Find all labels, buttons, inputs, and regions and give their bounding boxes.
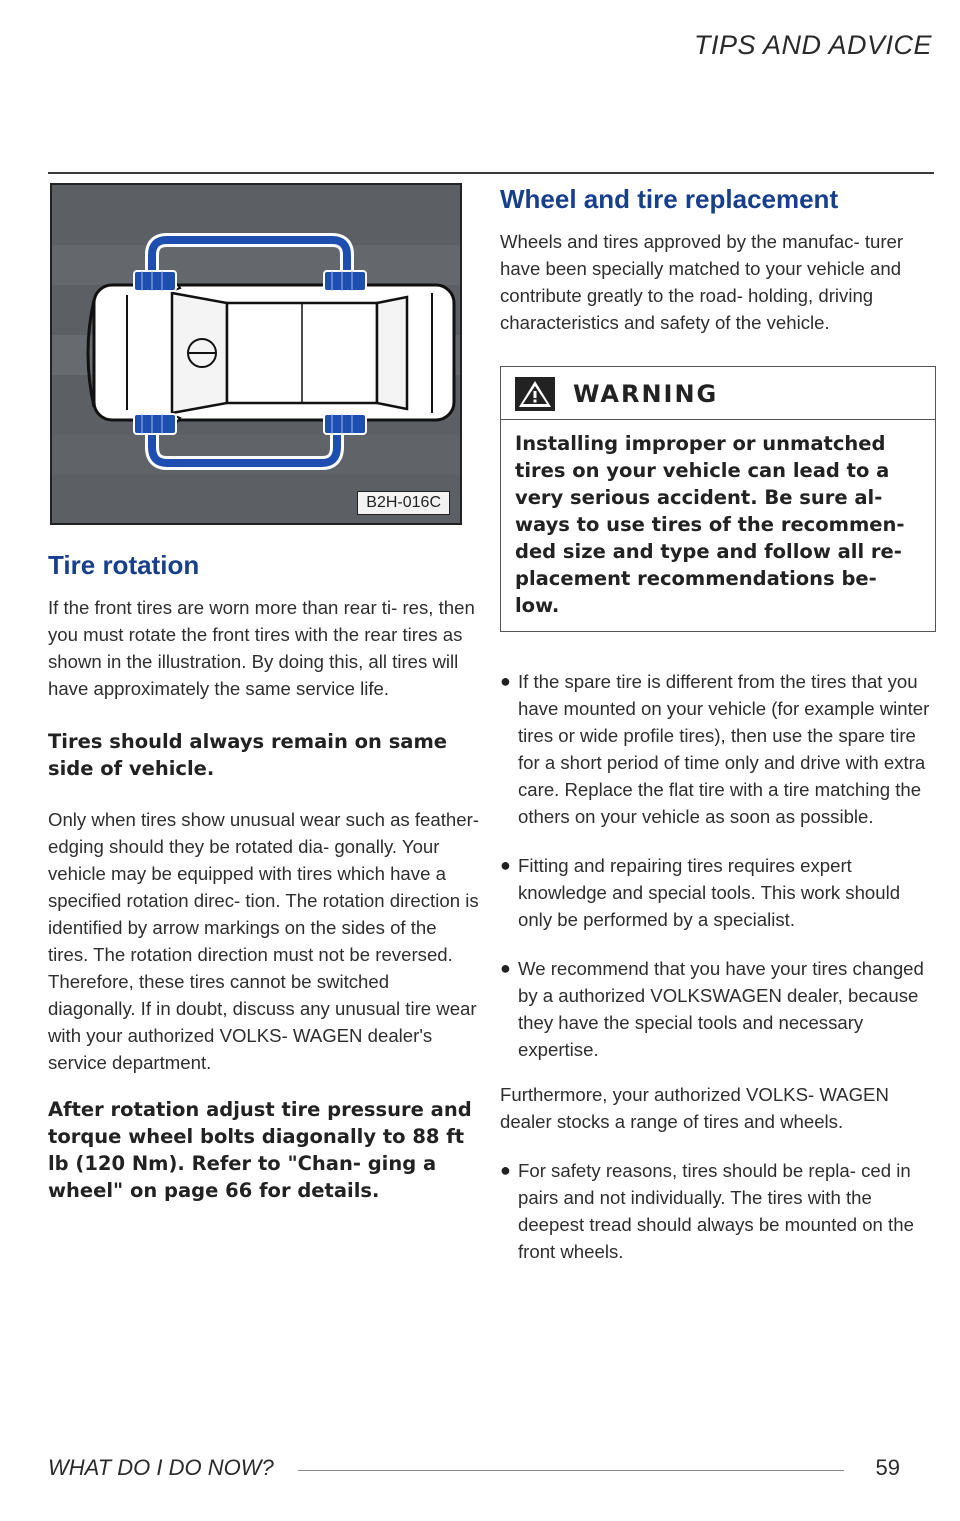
footer-section-title: WHAT DO I DO NOW? bbox=[48, 1455, 274, 1480]
running-header: TIPS AND ADVICE bbox=[693, 30, 932, 60]
warning-triangle-icon bbox=[515, 377, 555, 411]
wheel-tire-replacement-heading: Wheel and tire replacement bbox=[500, 184, 839, 214]
right-column bbox=[500, 182, 936, 1265]
left-column bbox=[48, 548, 480, 1204]
warning-box bbox=[500, 366, 936, 632]
bullet-icon: ● bbox=[500, 958, 511, 978]
spare-tire-text: If the spare tire is different from the tires that you have mounted on your vehicle (for example winter tires or wide profile tires), then use the spare tire for a short period of time only and drive with extra care. Replace the flat tire with a tire matching the others on your vehicle as soon as possible. bbox=[518, 671, 930, 827]
replacement-intro-paragraph: Wheels and tires approved by the manufac- turer have been specially matched to your vehicle and contribute greatly to the road- holding, driving characteristics and safety of the vehicle. bbox=[500, 231, 904, 333]
warning-text: Installing improper or unmatched tires on your vehicle can lead to a very serious accident. Be sure al- ways to use tires of the recommen- ded size and type and follow all re- placement recommendations be- low. bbox=[515, 432, 905, 617]
list-item bbox=[500, 1157, 936, 1265]
list-item bbox=[500, 955, 936, 1063]
car-top-view-illustration bbox=[52, 185, 460, 523]
tire-rotation-heading: Tire rotation bbox=[48, 550, 200, 580]
recommend-dealer-text: We recommend that you have your tires changed by a authorized VOLKSWAGEN dealer, because they have the special tools and necessary expertise. bbox=[518, 958, 924, 1060]
tire-rotation-paragraph: If the front tires are worn more than rear ti- res, then you must rotate the front tires with the rear tires as shown in the illustration. By doing this, all tires will have approximately the same service life. bbox=[48, 597, 475, 699]
bullet-icon: ● bbox=[500, 1160, 511, 1180]
torque-instruction: After rotation adjust tire pressure and torque wheel bolts diagonally to 88 ft lb (120 Nm). Refer to "Chan- ging a wheel" on page 66 for details. bbox=[48, 1098, 472, 1202]
warning-header bbox=[501, 367, 935, 420]
bullet-icon: ● bbox=[500, 671, 511, 691]
top-rule bbox=[48, 172, 934, 174]
furthermore-paragraph: Furthermore, your authorized VOLKS- WAGEN dealer stocks a range of tires and wheels. bbox=[500, 1084, 889, 1132]
fitting-repair-text: Fitting and repairing tires requires expert knowledge and special tools. This work should only be performed by a specialist. bbox=[518, 855, 901, 930]
warning-label: WARNING bbox=[573, 380, 719, 408]
list-item bbox=[500, 852, 936, 933]
page-number: 59 bbox=[875, 1455, 900, 1480]
bullet-icon: ● bbox=[500, 855, 511, 875]
tire-rotation-figure bbox=[50, 183, 462, 525]
same-side-subheading: Tires should always remain on same side of vehicle. bbox=[48, 730, 447, 780]
footer-rule bbox=[298, 1470, 844, 1471]
pairs-replacement-text: For safety reasons, tires should be repla- ced in pairs and not individually. The tires with the deepest tread should always be mounted on the front wheels. bbox=[518, 1160, 914, 1262]
figure-code: B2H-016C bbox=[357, 491, 450, 515]
list-item bbox=[500, 668, 936, 830]
diagonal-rotation-paragraph: Only when tires show unusual wear such as feather-edging should they be rotated dia- gonally. Your vehicle may be equipped with tires which have a specified rotation direc- tion. The rotation direction is identified by arrow markings on the sides of the tires. The rotation direction must not be reversed. Therefore, these tires cannot be switched diagonally. If in doubt, discuss any unusual tire wear with your authorized VOLKS- WAGEN dealer's service department. bbox=[48, 809, 479, 1073]
